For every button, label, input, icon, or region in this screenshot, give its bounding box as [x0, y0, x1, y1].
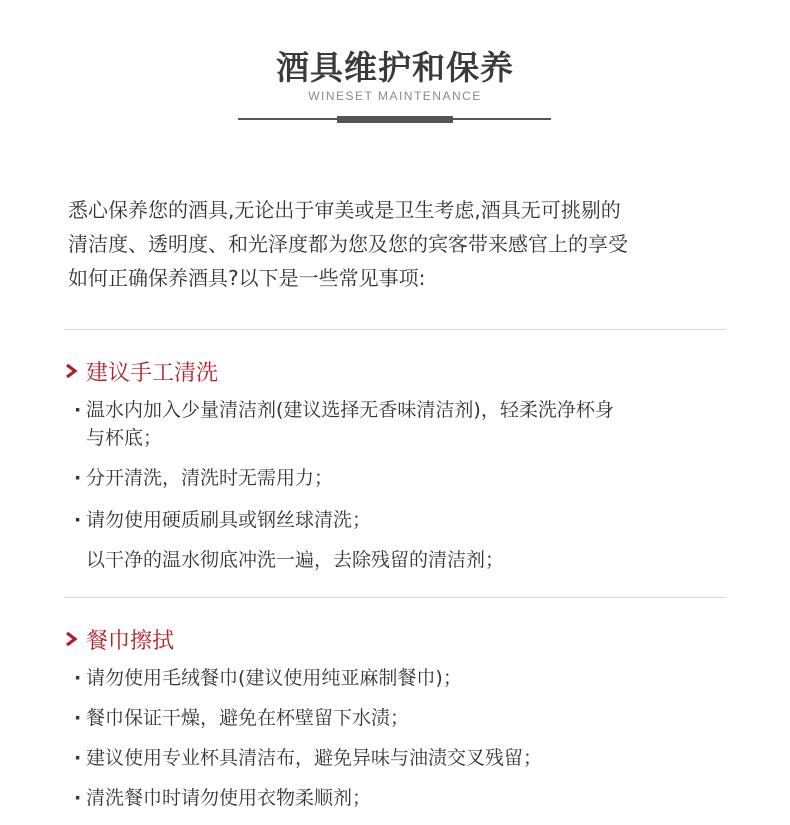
list-item — [74, 663, 734, 693]
list-item — [74, 743, 734, 773]
list-item-text: 温水内加入少量清洁剂(建议选择无香味清洁剂)，轻柔洗净杯身 — [86, 399, 614, 421]
list-item-text: 建议使用专业杯具清洁布，避免异味与油渍交叉残留； — [86, 747, 543, 769]
list-item — [74, 783, 734, 813]
section-heading-hand-wash — [64, 356, 218, 386]
bullet: · — [74, 707, 82, 729]
bullet: · — [74, 467, 82, 489]
page-title: 酒具维护和保养 — [276, 48, 514, 87]
list-item — [74, 703, 734, 733]
list-item — [74, 463, 734, 493]
intro-paragraph — [68, 193, 728, 295]
bullet: · — [74, 509, 82, 531]
chevron-right-icon — [64, 631, 78, 647]
list-item-text: 餐巾保证干燥，避免在杯壁留下水渍； — [86, 707, 410, 729]
list-item-text: 请勿使用毛绒餐巾(建议使用纯亚麻制餐巾)； — [86, 667, 462, 689]
list-item-text: 请勿使用硬质刷具或钢丝球清洗； — [86, 509, 372, 531]
bullet: · — [74, 399, 82, 421]
intro-line: 清洁度、透明度、和光泽度都为您及您的宾客带来感官上的享受 — [68, 232, 628, 256]
chevron-right-icon — [64, 363, 78, 379]
section-heading-napkin-wipe — [64, 624, 174, 654]
title-rule-accent — [337, 116, 453, 123]
list-item-text: 清洗餐巾时请勿使用衣物柔顺剂； — [86, 787, 372, 809]
bullet: · — [74, 667, 82, 689]
section-heading-label: 建议手工清洗 — [86, 360, 219, 386]
section-heading-label: 餐巾擦拭 — [86, 628, 175, 654]
list-hand-wash — [74, 396, 734, 575]
bullet: · — [74, 787, 82, 809]
bullet: · — [74, 747, 82, 769]
list-item-text: 分开清洗，清洗时无需用力； — [86, 467, 334, 489]
list-item — [74, 505, 734, 535]
list-item — [74, 396, 734, 452]
page-subtitle: WINESET MAINTENANCE — [308, 89, 482, 103]
list-napkin-wipe — [74, 663, 734, 813]
section-divider — [64, 597, 726, 598]
intro-line: 如何正确保养酒具?以下是一些常见事项: — [68, 266, 426, 290]
list-item — [74, 545, 734, 575]
list-item-text: 以干净的温水彻底冲洗一遍，去除残留的清洁剂； — [86, 549, 505, 571]
list-item-text: 与杯底； — [86, 427, 163, 449]
intro-line: 悉心保养您的酒具,无论出于审美或是卫生考虑,酒具无可挑剔的 — [68, 198, 621, 222]
section-divider — [64, 329, 726, 330]
